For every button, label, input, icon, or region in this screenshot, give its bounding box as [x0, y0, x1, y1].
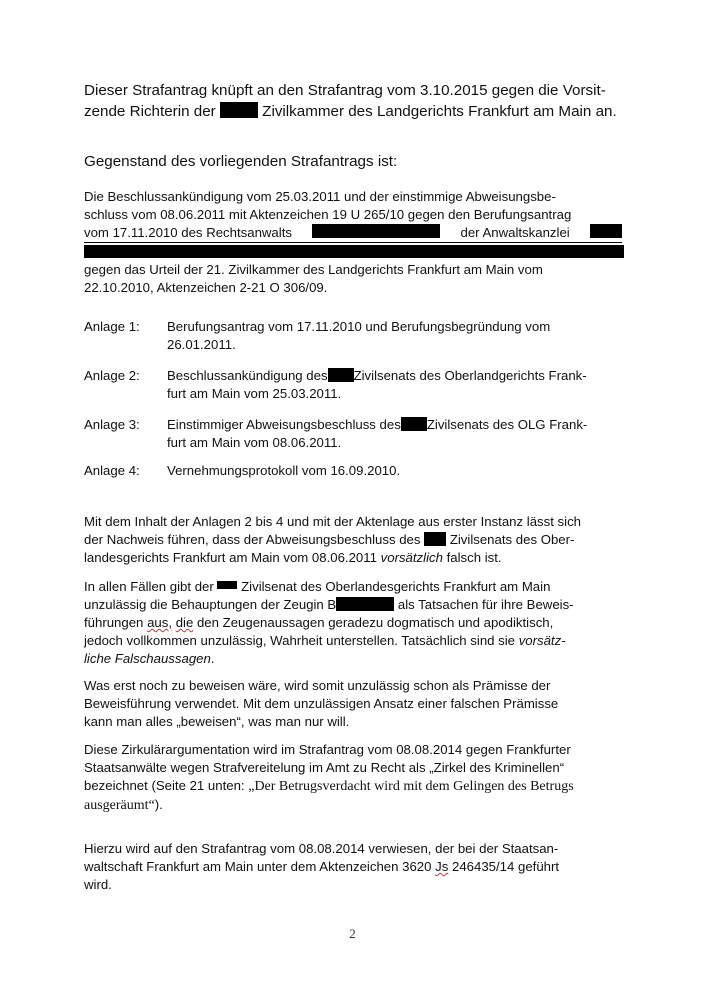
page-number: 2 — [349, 926, 356, 941]
anlage-label: Anlage 4: — [84, 463, 140, 478]
text-part: als Tatsachen für ihre Beweis- — [397, 597, 574, 612]
paragraph-line: Staatsanwälte wegen Strafvereitelung im Amt zu Recht als „Zirkel des Kriminellen“ — [84, 760, 565, 775]
anlage-line: furt am Main vom 08.06.2011. — [167, 435, 342, 450]
redaction — [424, 532, 446, 546]
anlage-text — [167, 318, 622, 354]
anlage-text-part: Einstimmiger Abweisungsbeschluss des — [167, 417, 401, 432]
anlage-line: furt am Main vom 25.03.2011. — [167, 386, 342, 401]
intro-text: Zivilkammer des Landgerichts Frankfurt am Main an. — [262, 103, 617, 120]
anlage-text — [167, 367, 622, 403]
subject-text: vom 17.11.2010 des Rechtsanwalts — [84, 225, 292, 240]
text-part: der Nachweis führen, dass der Abweisungsbeschluss des — [84, 532, 421, 547]
section-heading: Gegenstand des vorliegenden Strafantrags ist: — [84, 153, 398, 170]
paragraph-line — [84, 777, 622, 796]
redaction — [590, 224, 622, 238]
redaction — [328, 368, 354, 382]
paragraph-line — [84, 632, 622, 650]
subject-line — [84, 224, 622, 243]
text-part: In allen Fällen gibt der — [84, 579, 214, 594]
anlage-text-part: Beschlussankündigung des — [167, 368, 328, 383]
subject-text: der Anwaltskanzlei — [460, 225, 570, 240]
paragraph-line — [84, 549, 622, 567]
subject-line: 22.10.2010, Aktenzeichen 2-21 O 306/09. — [84, 280, 328, 295]
quote: ausgeräumt“ — [84, 798, 155, 813]
redaction — [312, 224, 440, 238]
paragraph-line: Diese Zirkulärargumentation wird im Strafantrag vom 08.08.2014 gegen Frankfurter — [84, 742, 571, 757]
paragraph-zirkel — [84, 741, 622, 815]
intro-line-2 — [84, 101, 622, 122]
emphasis: vorsätzlich — [380, 550, 443, 565]
paragraph-verweis — [84, 840, 622, 894]
text-part: 246435/14 geführt — [451, 859, 560, 874]
anlage-label: Anlage 1: — [84, 319, 140, 334]
anlage-text — [167, 462, 622, 480]
text-part: führungen — [84, 615, 144, 630]
paragraph-line: kann man alles „beweisen“, was man nur will. — [84, 714, 350, 729]
text-part: Zivilsenats des Ober- — [449, 532, 575, 547]
text-part: landesgerichts Frankfurt am Main vom 08.06.2011 — [84, 550, 377, 565]
text-part: Zivilsenat des Oberlandesgerichts Frankfurt am Main — [241, 579, 551, 594]
spellcheck-word: aus, — [147, 615, 173, 630]
anlage-line — [167, 367, 622, 385]
paragraph-praemisse — [84, 677, 622, 731]
redaction — [84, 245, 624, 258]
paragraph-faelle — [84, 578, 622, 668]
anlage-text-part: Zivilsenats des Oberlandgerichts Frank- — [353, 368, 587, 383]
anlage-line: Vernehmungsprotokoll vom 16.09.2010. — [167, 463, 401, 478]
redaction — [220, 102, 258, 118]
redaction — [217, 581, 237, 589]
text-part: bezeichnet (Seite 21 unten: — [84, 778, 245, 793]
anlage-text — [167, 416, 622, 452]
paragraph-line: Beweisführung verwendet. Mit dem unzulässigen Ansatz einer falschen Prämisse — [84, 696, 559, 711]
paragraph-line: Was erst noch zu beweisen wäre, wird somit unzulässig schon als Prämisse der — [84, 678, 551, 693]
paragraph-line — [84, 650, 622, 668]
intro-line-1: Dieser Strafantrag knüpft an den Strafantrag vom 3.10.2015 gegen die Vorsit- — [84, 82, 606, 99]
paragraph-line — [84, 578, 622, 596]
anlage-line: Berufungsantrag vom 17.11.2010 und Berufungsbegründung vom — [167, 319, 551, 334]
paragraph-line: Hierzu wird auf den Strafantrag vom 08.08.2014 verwiesen, der bei der Staatsan- — [84, 841, 559, 856]
paragraph-line — [84, 531, 622, 549]
text-part: ). — [154, 797, 163, 812]
paragraph-line — [84, 596, 622, 614]
text-part: unzulässig die Behauptungen der Zeugin B — [84, 597, 337, 612]
text-part: waltschaft Frankfurt am Main unter dem Aktenzeichen 3620 — [84, 859, 432, 874]
subject-line: gegen das Urteil der 21. Zivilkammer des Landgerichts Frankfurt am Main vom — [84, 262, 543, 277]
emphasis: vorsätz- — [518, 633, 566, 648]
paragraph-line — [84, 796, 622, 815]
intro-text: zende Richterin der — [84, 103, 216, 120]
anlage-line — [167, 416, 622, 434]
text-part: jedoch vollkommen unzulässig, Wahrheit unterstellen. Tatsächlich sind sie — [84, 633, 516, 648]
paragraph-line — [84, 614, 622, 632]
paragraph-nachweis — [84, 513, 622, 567]
paragraph-line: wird. — [84, 877, 112, 892]
anlage-line: 26.01.2011. — [167, 337, 236, 352]
intro-paragraph — [84, 80, 622, 122]
text-part: den Zeugenaussagen geradezu dogmatisch und apodiktisch, — [196, 615, 554, 630]
subject-paragraph — [84, 188, 622, 297]
subject-line: schluss vom 08.06.2011 mit Aktenzeichen 19 U 265/10 gegen den Berufungsantrag — [84, 207, 572, 222]
text-part: falsch ist. — [446, 550, 502, 565]
anlage-label: Anlage 2: — [84, 368, 140, 383]
text-part: . — [210, 651, 215, 666]
paragraph-line: Mit dem Inhalt der Anlagen 2 bis 4 und mit der Aktenlage aus erster Instanz lässt sich — [84, 514, 581, 529]
quote: „Der Betrugsverdacht wird mit dem Gelingen des Betrugs — [248, 779, 574, 794]
redacted-line — [84, 243, 622, 261]
emphasis: liche Falschaussagen — [84, 651, 211, 666]
subject-line: Die Beschlussankündigung vom 25.03.2011 und der einstimmige Abweisungsbe- — [84, 189, 556, 204]
redaction — [401, 417, 427, 431]
anlage-label: Anlage 3: — [84, 417, 140, 432]
spellcheck-word: Js — [435, 859, 449, 874]
anlage-text-part: Zivilsenats des OLG Frank- — [426, 417, 588, 432]
redaction — [336, 597, 394, 611]
spellcheck-word: die — [175, 615, 194, 630]
paragraph-line — [84, 858, 622, 876]
